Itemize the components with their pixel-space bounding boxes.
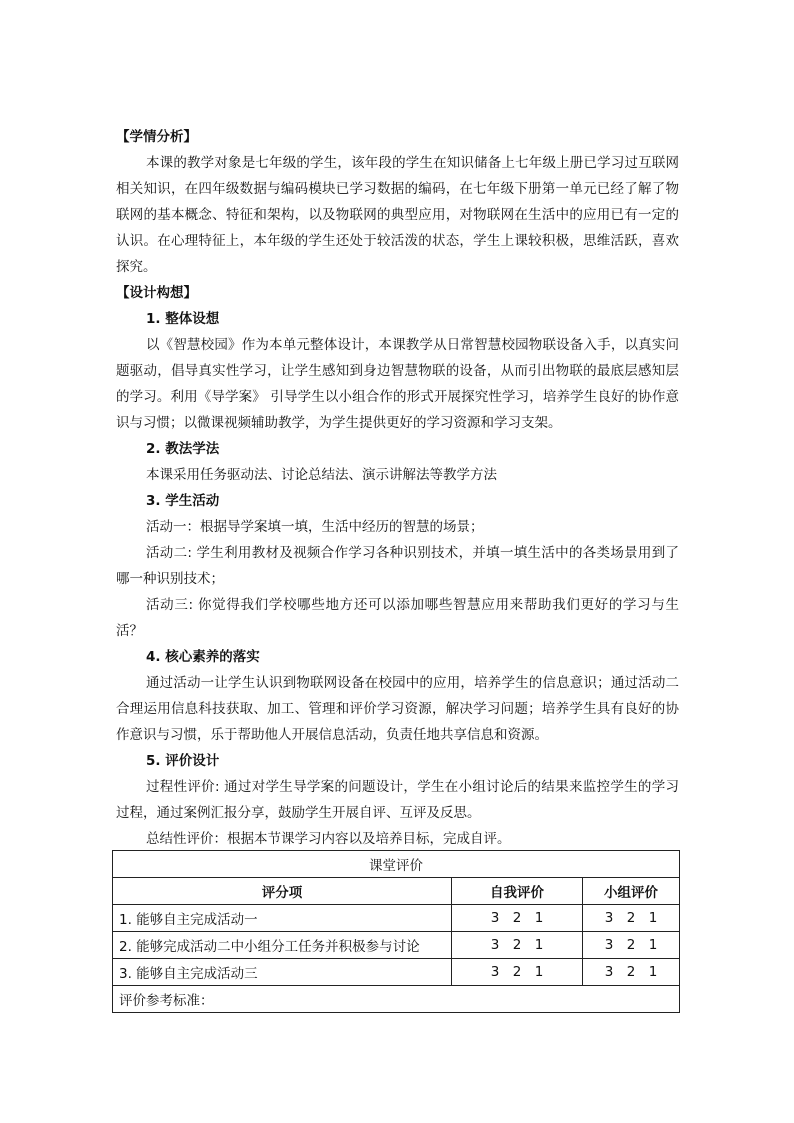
summary-evaluation-text: 总结性评价：根据本节课学习内容以及培养目标，完成自评。	[146, 831, 511, 847]
score-2: 2	[512, 910, 522, 926]
table-footer-row	[113, 986, 680, 1013]
score-3: 3	[490, 910, 500, 926]
activity-two-text: 活动二: 学生利用教材及视频合作学习各种识别技术，并填一填生活中的各类场景用到了哪一种识别技术；	[116, 545, 679, 587]
overall-paragraph: 以《智慧校园》作为本单元整体设计，本课教学从日常智慧校园物联设备入手，以真实问题驱动，倡导真实性学习，让学生感知到身边智慧物联的设备，从而引出物联的最底层感知层的学习。利用《导学案》 引导学生以小组合作的形式开展探究性学习，培养学生良好的协作意识与习惯；以微课视频辅助教学，为学生提供更好的学习资源和学习支架。	[116, 337, 679, 431]
row-item: 2. 能够完成活动二中小组分工任务并积极参与讨论	[113, 932, 452, 959]
score-2: 2	[512, 937, 522, 953]
subheading-methods: 2. 教法学法	[146, 441, 220, 457]
self-score	[452, 959, 583, 986]
score-3: 3	[604, 964, 614, 980]
score-1: 1	[534, 964, 544, 980]
score-2: 2	[512, 964, 522, 980]
core-literacy-paragraph: 通过活动一让学生认识到物联网设备在校园中的应用，培养学生的信息意识；通过活动二合理运用信息科技获取、加工、管理和评价学习资源，解决学习问题；培养学生具有良好的协作意识与习惯，乐于帮助他人开展信息活动，负责任地共享信息和资源。	[116, 675, 679, 743]
row-item: 1. 能够自主完成活动一	[113, 905, 452, 932]
score-1: 1	[648, 964, 658, 980]
evaluation-table	[112, 850, 680, 1013]
header-group-eval: 小组评价	[583, 878, 680, 905]
score-1: 1	[534, 937, 544, 953]
score-3: 3	[490, 964, 500, 980]
score-2: 2	[626, 910, 636, 926]
score-1: 1	[534, 910, 544, 926]
self-score	[452, 905, 583, 932]
group-score	[583, 932, 680, 959]
table-row	[113, 932, 680, 959]
subheading-core-literacy: 4. 核心素养的落实	[146, 649, 260, 665]
section-heading-design: 【设计构想】	[116, 285, 197, 301]
student-analysis-paragraph: 本课的教学对象是七年级的学生，该年段的学生在知识储备上七年级上册已学习过互联网相关知识，在四年级数据与编码模块已学习数据的编码，在七年级下册第一单元已经了解了物联网的基本概念、特征和架构，以及物联网的典型应用，对物联网在生活中的应用已有一定的认识。在心理特征上，本年级的学生还处于较活泼的状态，学生上课较积极，思维活跃，喜欢探究。	[116, 155, 679, 275]
table-row	[113, 905, 680, 932]
score-3: 3	[604, 910, 614, 926]
score-3: 3	[604, 937, 614, 953]
activity-one-text: 活动一：根据导学案填一填，生活中经历的智慧的场景；	[146, 519, 484, 535]
row-item: 3. 能够自主完成活动三	[113, 959, 452, 986]
group-score	[583, 959, 680, 986]
header-self-eval: 自我评价	[452, 878, 583, 905]
group-score	[583, 905, 680, 932]
process-evaluation-text: 过程性评价: 通过对学生导学案的问题设计，学生在小组讨论后的结果来监控学生的学习过程，通过案例汇报分享，鼓励学生开展自评、互评及反思。	[116, 779, 679, 821]
table-title: 课堂评价	[113, 851, 680, 878]
subheading-evaluation: 5. 评价设计	[146, 753, 220, 769]
table-title-row	[113, 851, 680, 878]
self-score	[452, 932, 583, 959]
section-heading-student-analysis: 【学情分析】	[116, 129, 197, 145]
table-row	[113, 959, 680, 986]
header-item: 评分项	[113, 878, 452, 905]
subheading-overall: 1. 整体设想	[146, 311, 220, 327]
score-2: 2	[626, 964, 636, 980]
methods-text: 本课采用任务驱动法、讨论总结法、演示讲解法等教学方法	[146, 467, 497, 483]
table-header-row	[113, 878, 680, 905]
document-body	[116, 124, 679, 852]
score-3: 3	[490, 937, 500, 953]
score-2: 2	[626, 937, 636, 953]
score-1: 1	[648, 937, 658, 953]
subheading-activities: 3. 学生活动	[146, 493, 220, 509]
score-1: 1	[648, 910, 658, 926]
evaluation-criteria: 评价参考标准：	[113, 986, 680, 1013]
activity-three-text: 活动三: 你觉得我们学校哪些地方还可以添加哪些智慧应用来帮助我们更好的学习与生活？	[116, 597, 679, 639]
